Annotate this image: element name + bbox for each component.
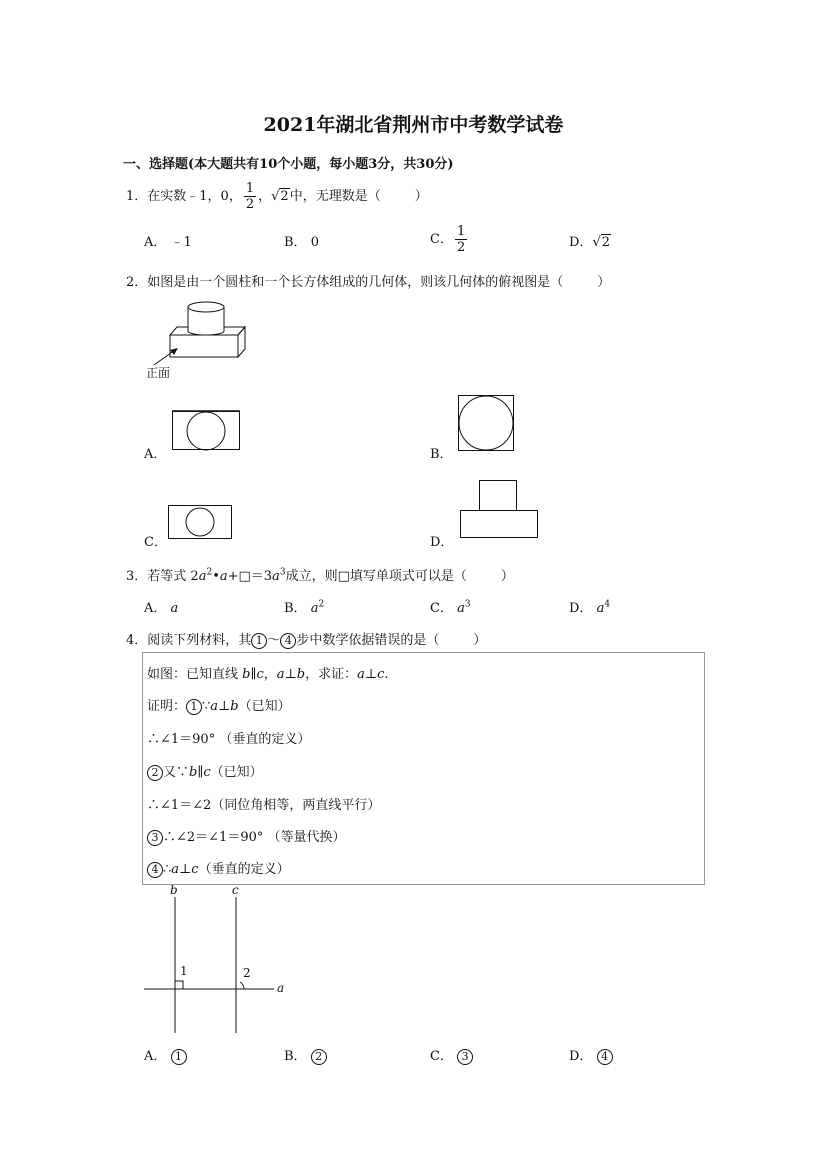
proof-line-6: 3 ∴∠2＝∠1＝90° （等量代换） xyxy=(147,826,346,846)
q3-option-d[interactable]: D． $a^4$ xyxy=(569,599,611,616)
q1-text-before: 在实数﹣1，0， xyxy=(147,189,242,204)
q1-text-after: 中，无理数是（ xyxy=(289,189,381,204)
q2-option-d-figure[interactable] xyxy=(458,480,540,540)
q2-option-a-figure[interactable] xyxy=(172,410,240,452)
proof-line-1: 如图：已知直线 b∥c，a⊥b，求证：a⊥c. xyxy=(147,667,389,682)
q2-option-a[interactable]: A． xyxy=(144,447,167,462)
question-4: 4．阅读下列材料，其 1 ～ 4 步中数学依据错误的是（ ） xyxy=(126,633,487,648)
q1-sqrt: √2 xyxy=(271,189,289,204)
proof-line-5: ∴∠1＝∠2（同位角相等，两直线平行） xyxy=(147,798,381,813)
label-line-a: a xyxy=(277,981,285,995)
q3-option-a[interactable]: A． a xyxy=(144,601,179,616)
q2-option-c[interactable]: C． xyxy=(144,535,167,550)
q2-option-d[interactable]: D． xyxy=(430,535,454,550)
q3-option-c[interactable]: C． $a^3$ xyxy=(430,599,471,616)
section-heading: 一、选择题(本大题共有10个小题，每小题3分，共30分) xyxy=(123,157,454,172)
q4-option-a[interactable]: A． 1 xyxy=(144,1045,187,1065)
proof-line-3: ∴∠1＝90° （垂直的定义） xyxy=(147,732,311,747)
proof-line-2: 证明： 1 ∵a⊥b（已知） xyxy=(147,699,291,714)
q1-option-d[interactable]: D．√2 xyxy=(569,235,611,250)
q2-option-b[interactable]: B． xyxy=(430,447,453,462)
label-line-b: b xyxy=(170,883,178,897)
question-2: 2．如图是由一个圆柱和一个长方体组成的几何体，则该几何体的俯视图是（ ） xyxy=(126,275,611,290)
proof-line-7: 4 ∴a⊥c（垂直的定义） xyxy=(147,858,290,878)
q3-option-b[interactable]: B． $a^2$ xyxy=(284,599,325,616)
q2-front-label: 正面 xyxy=(146,366,171,380)
q2-option-b-figure[interactable] xyxy=(458,395,514,451)
q4-option-d[interactable]: D． 4 xyxy=(569,1045,613,1065)
q1-option-b[interactable]: B． 0 xyxy=(284,235,319,250)
label-angle-1: 1 xyxy=(180,964,188,978)
question-1: 1．在实数﹣1，0， $\frac{1}{2}$ ，√2中，无理数是（ ） xyxy=(126,181,428,212)
q4-proof-box xyxy=(142,652,705,885)
question-3: 3．若等式 $2a^2•a+□=3a^3$成立，则□填写单项式可以是（ ） xyxy=(126,567,514,584)
label-angle-2: 2 xyxy=(243,966,251,980)
q2-option-c-figure[interactable] xyxy=(168,505,232,539)
q4-option-b[interactable]: B． 2 xyxy=(284,1045,327,1065)
q1-option-a[interactable]: A． ﹣1 xyxy=(144,235,192,250)
q1-fraction: $\frac{1}{2}$ xyxy=(245,181,255,212)
page-title: 2021年湖北省荆州市中考数学试卷 xyxy=(263,114,564,136)
label-line-c: c xyxy=(232,883,239,897)
q4-option-c[interactable]: C． 3 xyxy=(430,1045,473,1065)
q1-option-c[interactable]: C． $\frac{1}{2}$ xyxy=(430,224,466,255)
q1-number: 1． xyxy=(126,189,148,204)
proof-line-4: 2 又∵b∥c（已知） xyxy=(147,761,263,781)
q4-lines-figure xyxy=(140,885,300,1035)
